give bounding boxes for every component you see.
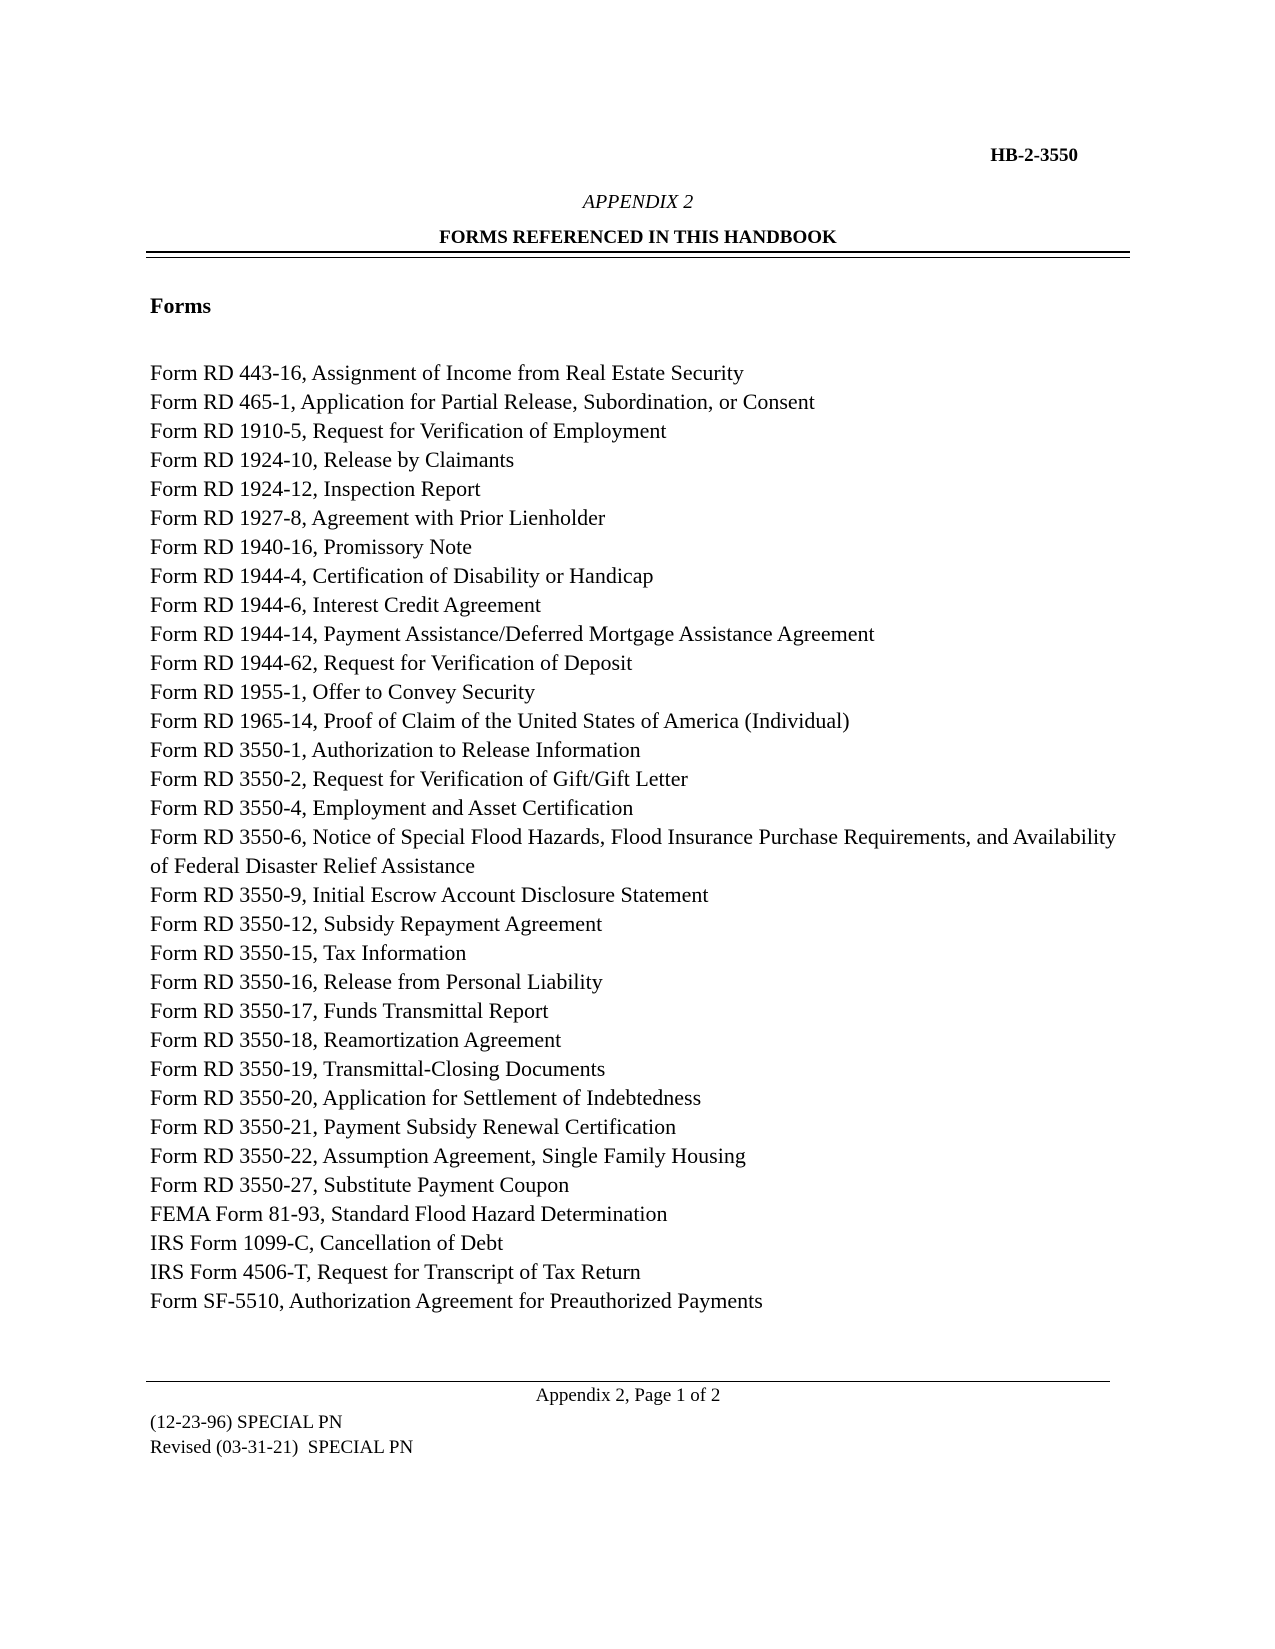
form-list-item: Form RD 3550-6, Notice of Special Flood Hazards, Flood Insurance Purchase Requirements, and Availability of Federal Disaster Relief Assistance xyxy=(150,824,1117,878)
form-list-item: Form RD 1944-14, Payment Assistance/Deferred Mortgage Assistance Agreement xyxy=(150,621,875,646)
form-list-item: Form RD 1927-8, Agreement with Prior Lienholder xyxy=(150,505,606,530)
form-list-item: Form RD 1944-62, Request for Verification of Deposit xyxy=(150,650,633,675)
form-list-item: Form RD 465-1, Application for Partial Release, Subordination, or Consent xyxy=(150,389,815,414)
form-list-item: Form RD 3550-27, Substitute Payment Coupon xyxy=(150,1172,570,1197)
form-list-item: Form RD 1965-14, Proof of Claim of the United States of America (Individual) xyxy=(150,708,850,733)
form-list-item: Form RD 1955-1, Offer to Convey Security xyxy=(150,679,536,704)
form-list-item: Form RD 3550-15, Tax Information xyxy=(150,940,467,965)
forms-list xyxy=(150,358,1130,1315)
form-list-item: Form RD 1944-6, Interest Credit Agreement xyxy=(150,592,542,617)
double-rule-divider xyxy=(146,251,1130,258)
form-list-item: FEMA Form 81-93, Standard Flood Hazard Determination xyxy=(150,1201,668,1226)
form-list-item: Form RD 3550-16, Release from Personal Liability xyxy=(150,969,603,994)
form-list-item: Form RD 1924-12, Inspection Report xyxy=(150,476,481,501)
form-list-item: Form RD 3550-18, Reamortization Agreement xyxy=(150,1027,562,1052)
form-list-item: Form RD 1924-10, Release by Claimants xyxy=(150,447,515,472)
form-list-item: Form RD 3550-4, Employment and Asset Certification xyxy=(150,795,634,820)
form-list-item: Form RD 1910-5, Request for Verification of Employment xyxy=(150,418,667,443)
form-list-item: Form RD 1944-4, Certification of Disability or Handicap xyxy=(150,563,654,588)
form-list-item: Form RD 443-16, Assignment of Income from Real Estate Security xyxy=(150,360,744,385)
form-list-item: IRS Form 4506-T, Request for Transcript of Tax Return xyxy=(150,1259,641,1284)
footer-dates xyxy=(150,1410,413,1460)
form-list-item: Form RD 3550-20, Application for Settlement of Indebtedness xyxy=(150,1085,702,1110)
form-list-item: Form RD 3550-1, Authorization to Release Information xyxy=(150,737,641,762)
form-list-item: Form RD 3550-17, Funds Transmittal Report xyxy=(150,998,549,1023)
forms-heading: Forms xyxy=(150,293,212,318)
form-list-item: Form RD 1940-16, Promissory Note xyxy=(150,534,473,559)
form-list-item: Form SF-5510, Authorization Agreement for Preauthorized Payments xyxy=(150,1288,763,1313)
form-list-item: Form RD 3550-9, Initial Escrow Account Disclosure Statement xyxy=(150,882,709,907)
page-number: Appendix 2, Page 1 of 2 xyxy=(535,1385,721,1406)
form-list-item: Form RD 3550-19, Transmittal-Closing Documents xyxy=(150,1056,606,1081)
footer-rule xyxy=(146,1381,1110,1382)
form-list-item: IRS Form 1099-C, Cancellation of Debt xyxy=(150,1230,504,1255)
form-list-item: Form RD 3550-21, Payment Subsidy Renewal Certification xyxy=(150,1114,677,1139)
original-date: (12-23-96) SPECIAL PN xyxy=(150,1412,343,1433)
section-title: FORMS REFERENCED IN THIS HANDBOOK xyxy=(439,227,837,248)
form-list-item: Form RD 3550-22, Assumption Agreement, Single Family Housing xyxy=(150,1143,746,1168)
document-id: HB-2-3550 xyxy=(990,145,1078,166)
form-list-item: Form RD 3550-12, Subsidy Repayment Agreement xyxy=(150,911,603,936)
revised-date: Revised (03-31-21) SPECIAL PN xyxy=(150,1437,414,1458)
appendix-label: APPENDIX 2 xyxy=(582,191,694,213)
form-list-item: Form RD 3550-2, Request for Verification of Gift/Gift Letter xyxy=(150,766,688,791)
